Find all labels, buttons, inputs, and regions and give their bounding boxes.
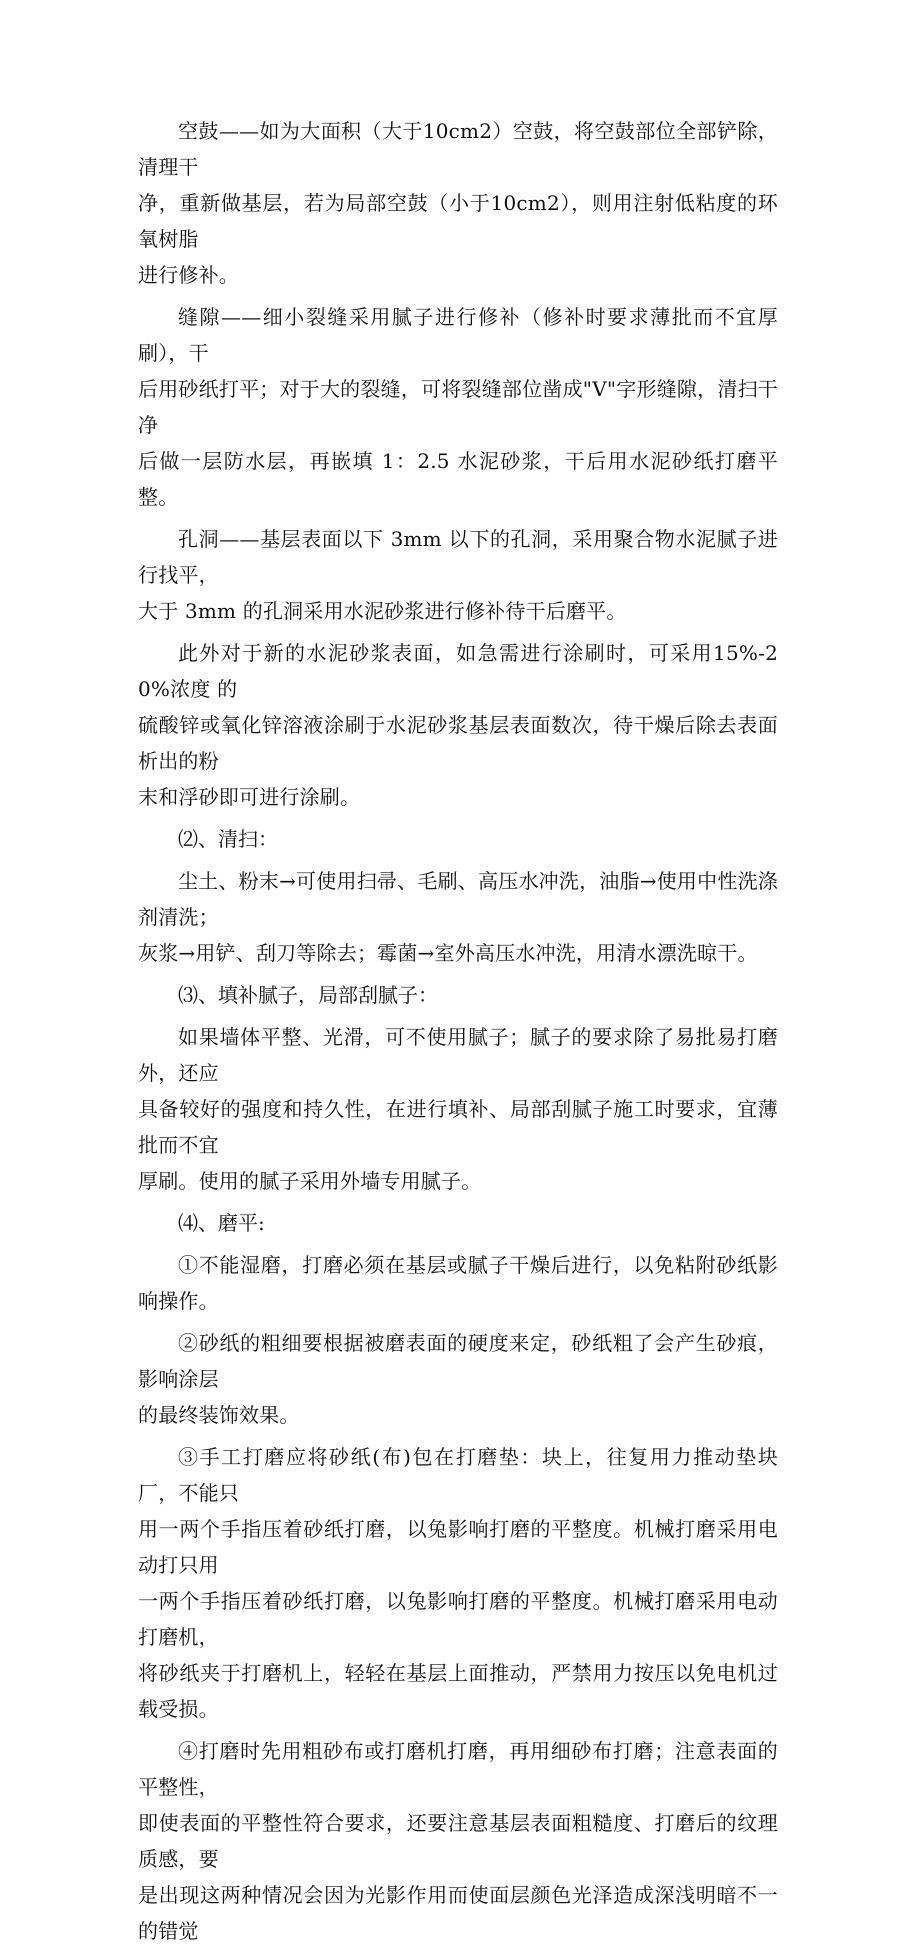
- text-line: 一两个手指压着砂纸打磨，以兔影响打磨的平整度。机械打磨采用电动打磨机，: [138, 1589, 778, 1649]
- text-line: 即使表面的平整性符合要求，还要注意基层表面粗糙度、打磨后的纹理质感，要: [138, 1811, 778, 1871]
- text-line: 硫酸锌或氧化锌溶液涂刷于水泥砂浆基层表面数次，待干燥后除去表面析出的粉: [138, 713, 778, 773]
- text-line: 此外对于新的水泥砂浆表面，如急需进行涂刷时，可采用15%-20%浓度 的: [138, 641, 778, 701]
- text-line: ①不能湿磨，打磨必须在基层或腻子干燥后进行，以免粘附砂纸影响操作。: [138, 1253, 778, 1313]
- paragraph-cracks: [138, 299, 778, 515]
- text-line: 末和浮砂即可进行涂刷。: [138, 785, 361, 809]
- text-line: 具备较好的强度和持久性，在进行填补、局部刮腻子施工时要求，宜薄批而不宜: [138, 1097, 778, 1157]
- text-line: 的最终装饰效果。: [138, 1403, 300, 1427]
- paragraph-hollowing: [138, 113, 778, 293]
- paragraph-cleaning: [138, 863, 778, 971]
- text-line: ③手工打磨应将砂纸(布)包在打磨垫：块上，往复用力推动垫块厂，不能只: [138, 1445, 778, 1505]
- paragraph-new-mortar: [138, 635, 778, 815]
- text-line: 后做一层防水层，再嵌填 1：2.5 水泥砂浆，干后用水泥砂纸打磨平整。: [138, 449, 778, 509]
- paragraph-holes: [138, 521, 778, 629]
- text-line: 厚刷。使用的腻子采用外墙专用腻子。: [138, 1169, 482, 1193]
- text-line: 缝隙——细小裂缝采用腻子进行修补（修补时要求薄批而不宜厚刷），干: [138, 305, 778, 365]
- sanding-item-3: [138, 1439, 778, 1727]
- text-line: 如果墙体平整、光滑，可不使用腻子；腻子的要求除了易批易打磨外，还应: [138, 1025, 778, 1085]
- document-body: [138, 113, 778, 1949]
- text-line: ④打磨时先用粗砂布或打磨机打磨，再用细砂布打磨；注意表面的平整性，: [138, 1739, 778, 1799]
- text-line: 大于 3mm 的孔洞采用水泥砂浆进行修补待干后磨平。: [138, 599, 627, 623]
- text-line: 后用砂纸打平；对于大的裂缝，可将裂缝部位凿成"V"字形缝隙，清扫干净: [138, 377, 778, 437]
- text-line: 尘土、粉末→可使用扫帚、毛刷、高压水冲洗，油脂→使用中性洗涤剂清洗；: [138, 869, 778, 929]
- sanding-item-2: [138, 1325, 778, 1433]
- text-line: 是出现这两种情况会因为光影作用而使面层颜色光泽造成深浅明暗不一的错觉: [138, 1883, 778, 1943]
- text-line: 进行修补。: [138, 263, 239, 287]
- section-heading-cleaning: ⑵、清扫：: [178, 827, 278, 851]
- text-line: 孔洞——基层表面以下 3mm 以下的孔洞，采用聚合物水泥腻子进行找平，: [138, 527, 778, 587]
- sanding-item-4: [138, 1733, 778, 1949]
- text-line: 净，重新做基层，若为局部空鼓（小于10cm2），则用注射低粘度的环氧树脂: [138, 191, 778, 251]
- section-heading-sanding: ⑷、磨平:: [178, 1211, 265, 1235]
- text-line: 用一两个手指压着砂纸打磨，以兔影响打磨的平整度。机械打磨采用电动打只用: [138, 1517, 778, 1577]
- text-line: ②砂纸的粗细要根据被磨表面的硬度来定，砂纸粗了会产生砂痕，影响涂层: [138, 1331, 778, 1391]
- text-line: 将砂纸夹于打磨机上，轻轻在基层上面推动，严禁用力按压以免电机过载受损。: [138, 1661, 778, 1721]
- text-line: 灰浆→用铲、刮刀等除去；霉菌→室外高压水冲洗，用清水漂洗晾干。: [138, 941, 758, 965]
- section-heading-putty: ⑶、填补腻子，局部刮腻子：: [178, 983, 438, 1007]
- sanding-item-1: [138, 1247, 778, 1319]
- paragraph-putty: [138, 1019, 778, 1199]
- text-line: 空鼓——如为大面积（大于10cm2）空鼓，将空鼓部位全部铲除，清理干: [138, 119, 778, 179]
